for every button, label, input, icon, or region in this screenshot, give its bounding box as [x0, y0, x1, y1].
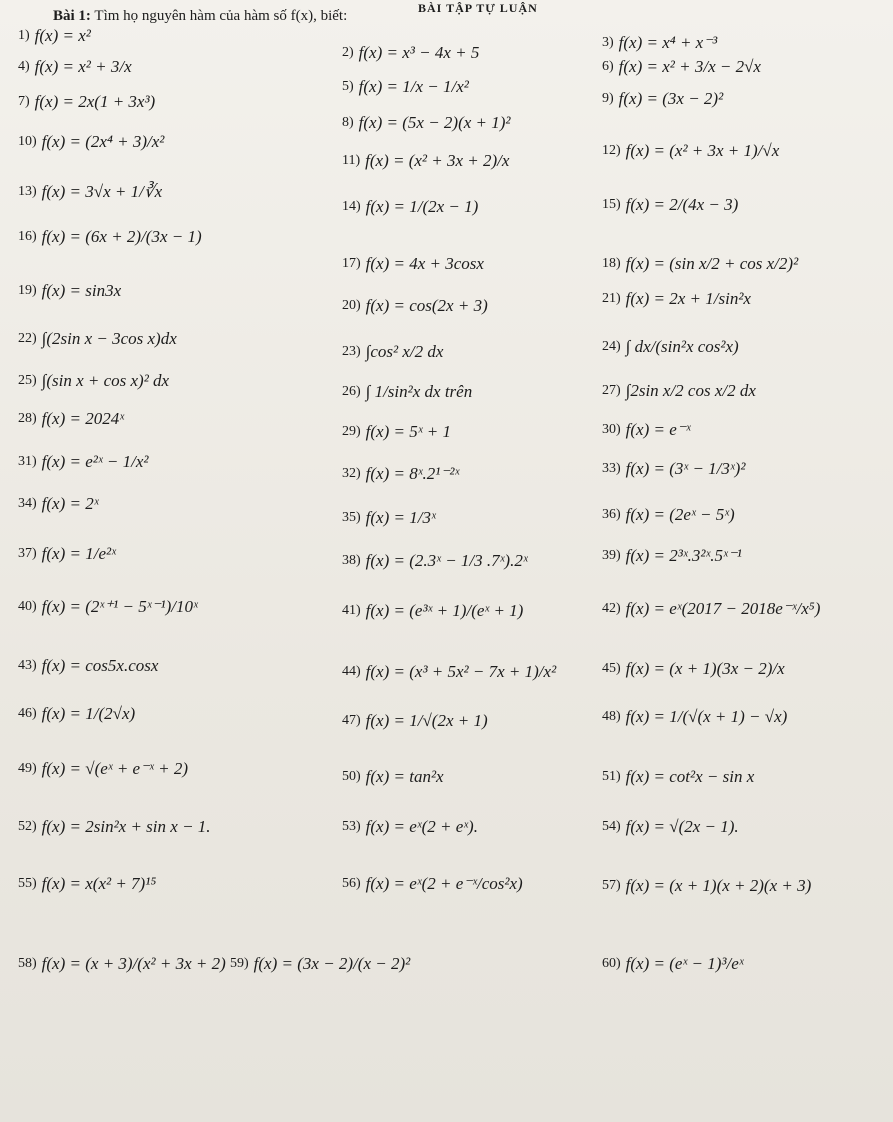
exercise-item-56	[342, 875, 523, 892]
exercise-item-59	[230, 955, 410, 972]
exercise-number: 34)	[18, 495, 37, 511]
exercise-expression: f(x) = √(2x − 1).	[625, 817, 739, 836]
exercise-item-21	[602, 290, 751, 307]
exercise-number: 31)	[18, 453, 37, 469]
exercise-number: 37)	[18, 545, 37, 561]
exercise-expression: f(x) = (eˣ − 1)³/eˣ	[625, 954, 744, 973]
exercise-number: 30)	[602, 421, 621, 437]
exercise-expression: f(x) = 2024ˣ	[41, 409, 125, 428]
exercise-item-24	[602, 338, 739, 355]
exercise-item-22	[18, 330, 177, 347]
exercise-number: 50)	[342, 768, 361, 784]
exercise-number: 49)	[18, 760, 37, 776]
exercise-number: 57)	[602, 877, 621, 893]
exercise-item-53	[342, 818, 478, 835]
exercise-expression: f(x) = (x + 1)(3x − 2)/x	[625, 659, 785, 678]
exercise-number: 21)	[602, 290, 621, 306]
exercise-item-25	[18, 372, 169, 389]
exercise-number: 2)	[342, 44, 354, 60]
exercise-expression: f(x) = tan²x	[365, 767, 444, 786]
exercise-number: 17)	[342, 255, 361, 271]
exercise-number: 4)	[18, 58, 30, 74]
exercise-expression: f(x) = 4x + 3cosx	[365, 254, 484, 273]
exercise-expression: f(x) = (3ˣ − 1/3ˣ)²	[625, 459, 746, 478]
exercise-item-49	[18, 760, 188, 777]
exercise-item-32	[342, 465, 459, 482]
exercise-number: 9)	[602, 90, 614, 106]
exercise-item-28	[18, 410, 124, 427]
exercise-item-52	[18, 818, 211, 835]
exercise-expression: f(x) = √(eˣ + e⁻ˣ + 2)	[41, 759, 188, 778]
exercise-number: 3)	[602, 34, 614, 50]
exercise-expression: f(x) = cos5x.cosx	[41, 656, 159, 675]
exercise-item-18	[602, 255, 798, 272]
exercise-item-1	[18, 27, 91, 44]
exercise-expression: f(x) = (2x⁴ + 3)/x²	[41, 132, 165, 151]
exercise-item-14	[342, 198, 478, 215]
exercise-number: 54)	[602, 818, 621, 834]
exercise-item-37	[18, 545, 116, 562]
exercise-number: 58)	[18, 955, 37, 971]
exercise-expression: ∫ 1/sin²x dx trên	[365, 382, 473, 401]
exercise-item-4	[18, 58, 132, 75]
exercise-expression: f(x) = x² + 3/x	[34, 57, 132, 76]
exercise-expression: f(x) = e²ˣ − 1/x²	[41, 452, 149, 471]
exercise-item-33	[602, 460, 745, 477]
exercise-number: 43)	[18, 657, 37, 673]
exercise-item-55	[18, 875, 156, 892]
exercise-title	[53, 8, 347, 25]
exercise-item-51	[602, 768, 754, 785]
exercise-expression: f(x) = 1/3ˣ	[365, 508, 436, 527]
exercise-expression: ∫cos² x/2 dx	[365, 342, 444, 361]
exercise-expression: f(x) = 1/e²ˣ	[41, 544, 116, 563]
exercise-number: 14)	[342, 198, 361, 214]
exercise-expression: f(x) = x² + 3/x − 2√x	[618, 57, 761, 76]
exercise-number: 6)	[602, 58, 614, 74]
exercise-item-23	[342, 343, 443, 360]
exercise-expression: f(x) = (2eˣ − 5ˣ)	[625, 505, 735, 524]
exercise-item-58	[18, 955, 226, 972]
exercise-item-6	[602, 58, 761, 75]
exercise-expression: f(x) = sin3x	[41, 281, 122, 300]
exercise-item-26	[342, 383, 472, 400]
exercise-expression: f(x) = (5x − 2)(x + 1)²	[358, 113, 511, 132]
exercise-item-5	[342, 78, 469, 95]
exercise-expression: f(x) = cot²x − sin x	[625, 767, 755, 786]
exercise-expression: f(x) = (2.3ˣ − 1/3 .7ˣ).2ˣ	[365, 551, 528, 570]
exercise-expression: f(x) = 1/(2x − 1)	[365, 197, 479, 216]
exercise-expression: ∫(2sin x − 3cos x)dx	[41, 329, 177, 348]
exercise-number: 55)	[18, 875, 37, 891]
exercise-number: 40)	[18, 598, 37, 614]
exercise-item-43	[18, 657, 158, 674]
exercise-expression: f(x) = (3x − 2)²	[618, 89, 724, 108]
exercise-number: 36)	[602, 506, 621, 522]
exercise-item-11	[342, 152, 509, 169]
exercise-number: 18)	[602, 255, 621, 271]
exercise-expression: ∫2sin x/2 cos x/2 dx	[625, 381, 756, 400]
exercise-item-35	[342, 509, 436, 526]
exercise-number: 48)	[602, 708, 621, 724]
exercise-item-57	[602, 877, 811, 894]
exercise-expression: f(x) = x³ − 4x + 5	[358, 43, 480, 62]
exercise-item-41	[342, 602, 523, 619]
exercise-number: 29)	[342, 423, 361, 439]
exercise-item-8	[342, 114, 511, 131]
exercise-number: 45)	[602, 660, 621, 676]
exercise-expression: f(x) = e⁻ˣ	[625, 420, 691, 439]
exercise-item-17	[342, 255, 484, 272]
exercise-number: 27)	[602, 382, 621, 398]
exercise-number: 7)	[18, 93, 30, 109]
exercise-number: 33)	[602, 460, 621, 476]
exercise-item-30	[602, 421, 691, 438]
exercise-item-46	[18, 705, 135, 722]
exercise-expression: f(x) = (3x − 2)/(x − 2)²	[253, 954, 411, 973]
exercise-number: 38)	[342, 552, 361, 568]
exercise-item-3	[602, 34, 717, 51]
exercise-number: 11)	[342, 152, 361, 168]
exercise-number: 13)	[18, 183, 37, 199]
exercise-number: 23)	[342, 343, 361, 359]
exercise-item-31	[18, 453, 149, 470]
exercise-item-39	[602, 547, 742, 564]
exercise-number: 41)	[342, 602, 361, 618]
exercise-expression: f(x) = cos(2x + 3)	[365, 296, 488, 315]
exercise-item-42	[602, 600, 820, 617]
exercise-expression: f(x) = 2x(1 + 3x³)	[34, 92, 156, 111]
exercise-item-54	[602, 818, 739, 835]
exercise-number: 39)	[602, 547, 621, 563]
exercise-item-50	[342, 768, 444, 785]
exercise-item-45	[602, 660, 785, 677]
exercise-number: 59)	[230, 955, 249, 971]
exercise-item-7	[18, 93, 155, 110]
exercise-expression: f(x) = 2/(4x − 3)	[625, 195, 739, 214]
exercise-number: 8)	[342, 114, 354, 130]
exercise-expression: f(x) = (2ˣ⁺¹ − 5ˣ⁻¹)/10ˣ	[41, 597, 198, 616]
exercise-item-15	[602, 196, 738, 213]
exercise-expression: f(x) = (x² + 3x + 1)/√x	[625, 141, 780, 160]
exercise-number: 60)	[602, 955, 621, 971]
exercise-expression: f(x) = 2x + 1/sin²x	[625, 289, 751, 308]
exercise-number: 32)	[342, 465, 361, 481]
exercise-instruction: Tìm họ nguyên hàm của hàm số f(x), biết:	[90, 8, 348, 24]
exercise-expression: f(x) = (x + 1)(x + 2)(x + 3)	[625, 876, 812, 895]
exercise-number: 24)	[602, 338, 621, 354]
exercise-expression: f(x) = x²	[34, 26, 91, 45]
exercise-label: Bài 1:	[53, 8, 91, 24]
exercise-expression: f(x) = x⁴ + x⁻³	[618, 33, 718, 52]
exercise-number: 56)	[342, 875, 361, 891]
exercise-number: 20)	[342, 297, 361, 313]
exercise-expression: f(x) = (sin x/2 + cos x/2)²	[625, 254, 799, 273]
exercise-item-60	[602, 955, 744, 972]
exercise-expression: f(x) = 2ˣ	[41, 494, 99, 513]
exercise-item-48	[602, 708, 787, 725]
exercise-expression: f(x) = 1/(√(x + 1) − √x)	[625, 707, 788, 726]
exercise-expression: f(x) = 3√x + 1/∛x	[41, 182, 163, 201]
exercise-item-34	[18, 495, 99, 512]
exercise-expression: f(x) = 2³ˣ.3²ˣ.5ˣ⁻¹	[625, 546, 742, 565]
exercise-item-2	[342, 44, 479, 61]
exercise-expression: f(x) = eˣ(2 + eˣ).	[365, 817, 478, 836]
exercise-number: 44)	[342, 663, 361, 679]
exercise-number: 35)	[342, 509, 361, 525]
exercise-number: 46)	[18, 705, 37, 721]
exercise-expression: f(x) = x(x² + 7)¹⁵	[41, 874, 157, 893]
exercise-item-47	[342, 712, 488, 729]
exercise-number: 16)	[18, 228, 37, 244]
exercise-number: 25)	[18, 372, 37, 388]
exercise-item-12	[602, 142, 779, 159]
exercise-item-40	[18, 598, 198, 615]
exercise-number: 42)	[602, 600, 621, 616]
exercise-expression: f(x) = (x³ + 5x² − 7x + 1)/x²	[365, 662, 557, 681]
exercise-number: 19)	[18, 282, 37, 298]
exercise-number: 52)	[18, 818, 37, 834]
exercise-number: 53)	[342, 818, 361, 834]
exercise-item-36	[602, 506, 735, 523]
exercise-item-16	[18, 228, 202, 245]
exercise-item-13	[18, 183, 162, 200]
exercise-expression: ∫ dx/(sin²x cos²x)	[625, 337, 739, 356]
exercise-expression: f(x) = 1/x − 1/x²	[358, 77, 469, 96]
exercise-number: 15)	[602, 196, 621, 212]
exercise-item-38	[342, 552, 528, 569]
exercise-expression: f(x) = (x² + 3x + 2)/x	[365, 151, 510, 170]
exercise-expression: f(x) = 2sin²x + sin x − 1.	[41, 817, 211, 836]
exercise-expression: f(x) = 5ˣ + 1	[365, 422, 452, 441]
exercise-number: 5)	[342, 78, 354, 94]
exercise-item-29	[342, 423, 451, 440]
exercise-expression: f(x) = eˣ(2 + e⁻ˣ/cos²x)	[365, 874, 523, 893]
exercise-item-19	[18, 282, 121, 299]
exercise-item-20	[342, 297, 488, 314]
exercise-item-10	[18, 133, 164, 150]
exercise-number: 47)	[342, 712, 361, 728]
worksheet-header: BÀI TẬP TỰ LUẬN	[418, 1, 538, 15]
exercise-expression: f(x) = 8ˣ.2¹⁻²ˣ	[365, 464, 460, 483]
exercise-number: 12)	[602, 142, 621, 158]
exercise-expression: ∫(sin x + cos x)² dx	[41, 371, 170, 390]
exercise-number: 22)	[18, 330, 37, 346]
exercise-expression: f(x) = (e³ˣ + 1)/(eˣ + 1)	[365, 601, 524, 620]
exercise-item-27	[602, 382, 756, 399]
exercise-expression: f(x) = eˣ(2017 − 2018e⁻ˣ/x⁵)	[625, 599, 821, 618]
exercise-number: 28)	[18, 410, 37, 426]
exercise-item-44	[342, 663, 556, 680]
exercise-number: 26)	[342, 383, 361, 399]
exercise-expression: f(x) = 1/√(2x + 1)	[365, 711, 488, 730]
exercise-number: 1)	[18, 27, 30, 43]
exercise-expression: f(x) = (x + 3)/(x² + 3x + 2)	[41, 954, 226, 973]
exercise-expression: f(x) = (6x + 2)/(3x − 1)	[41, 227, 202, 246]
exercise-expression: f(x) = 1/(2√x)	[41, 704, 136, 723]
exercise-item-9	[602, 90, 723, 107]
exercise-number: 10)	[18, 133, 37, 149]
exercise-number: 51)	[602, 768, 621, 784]
